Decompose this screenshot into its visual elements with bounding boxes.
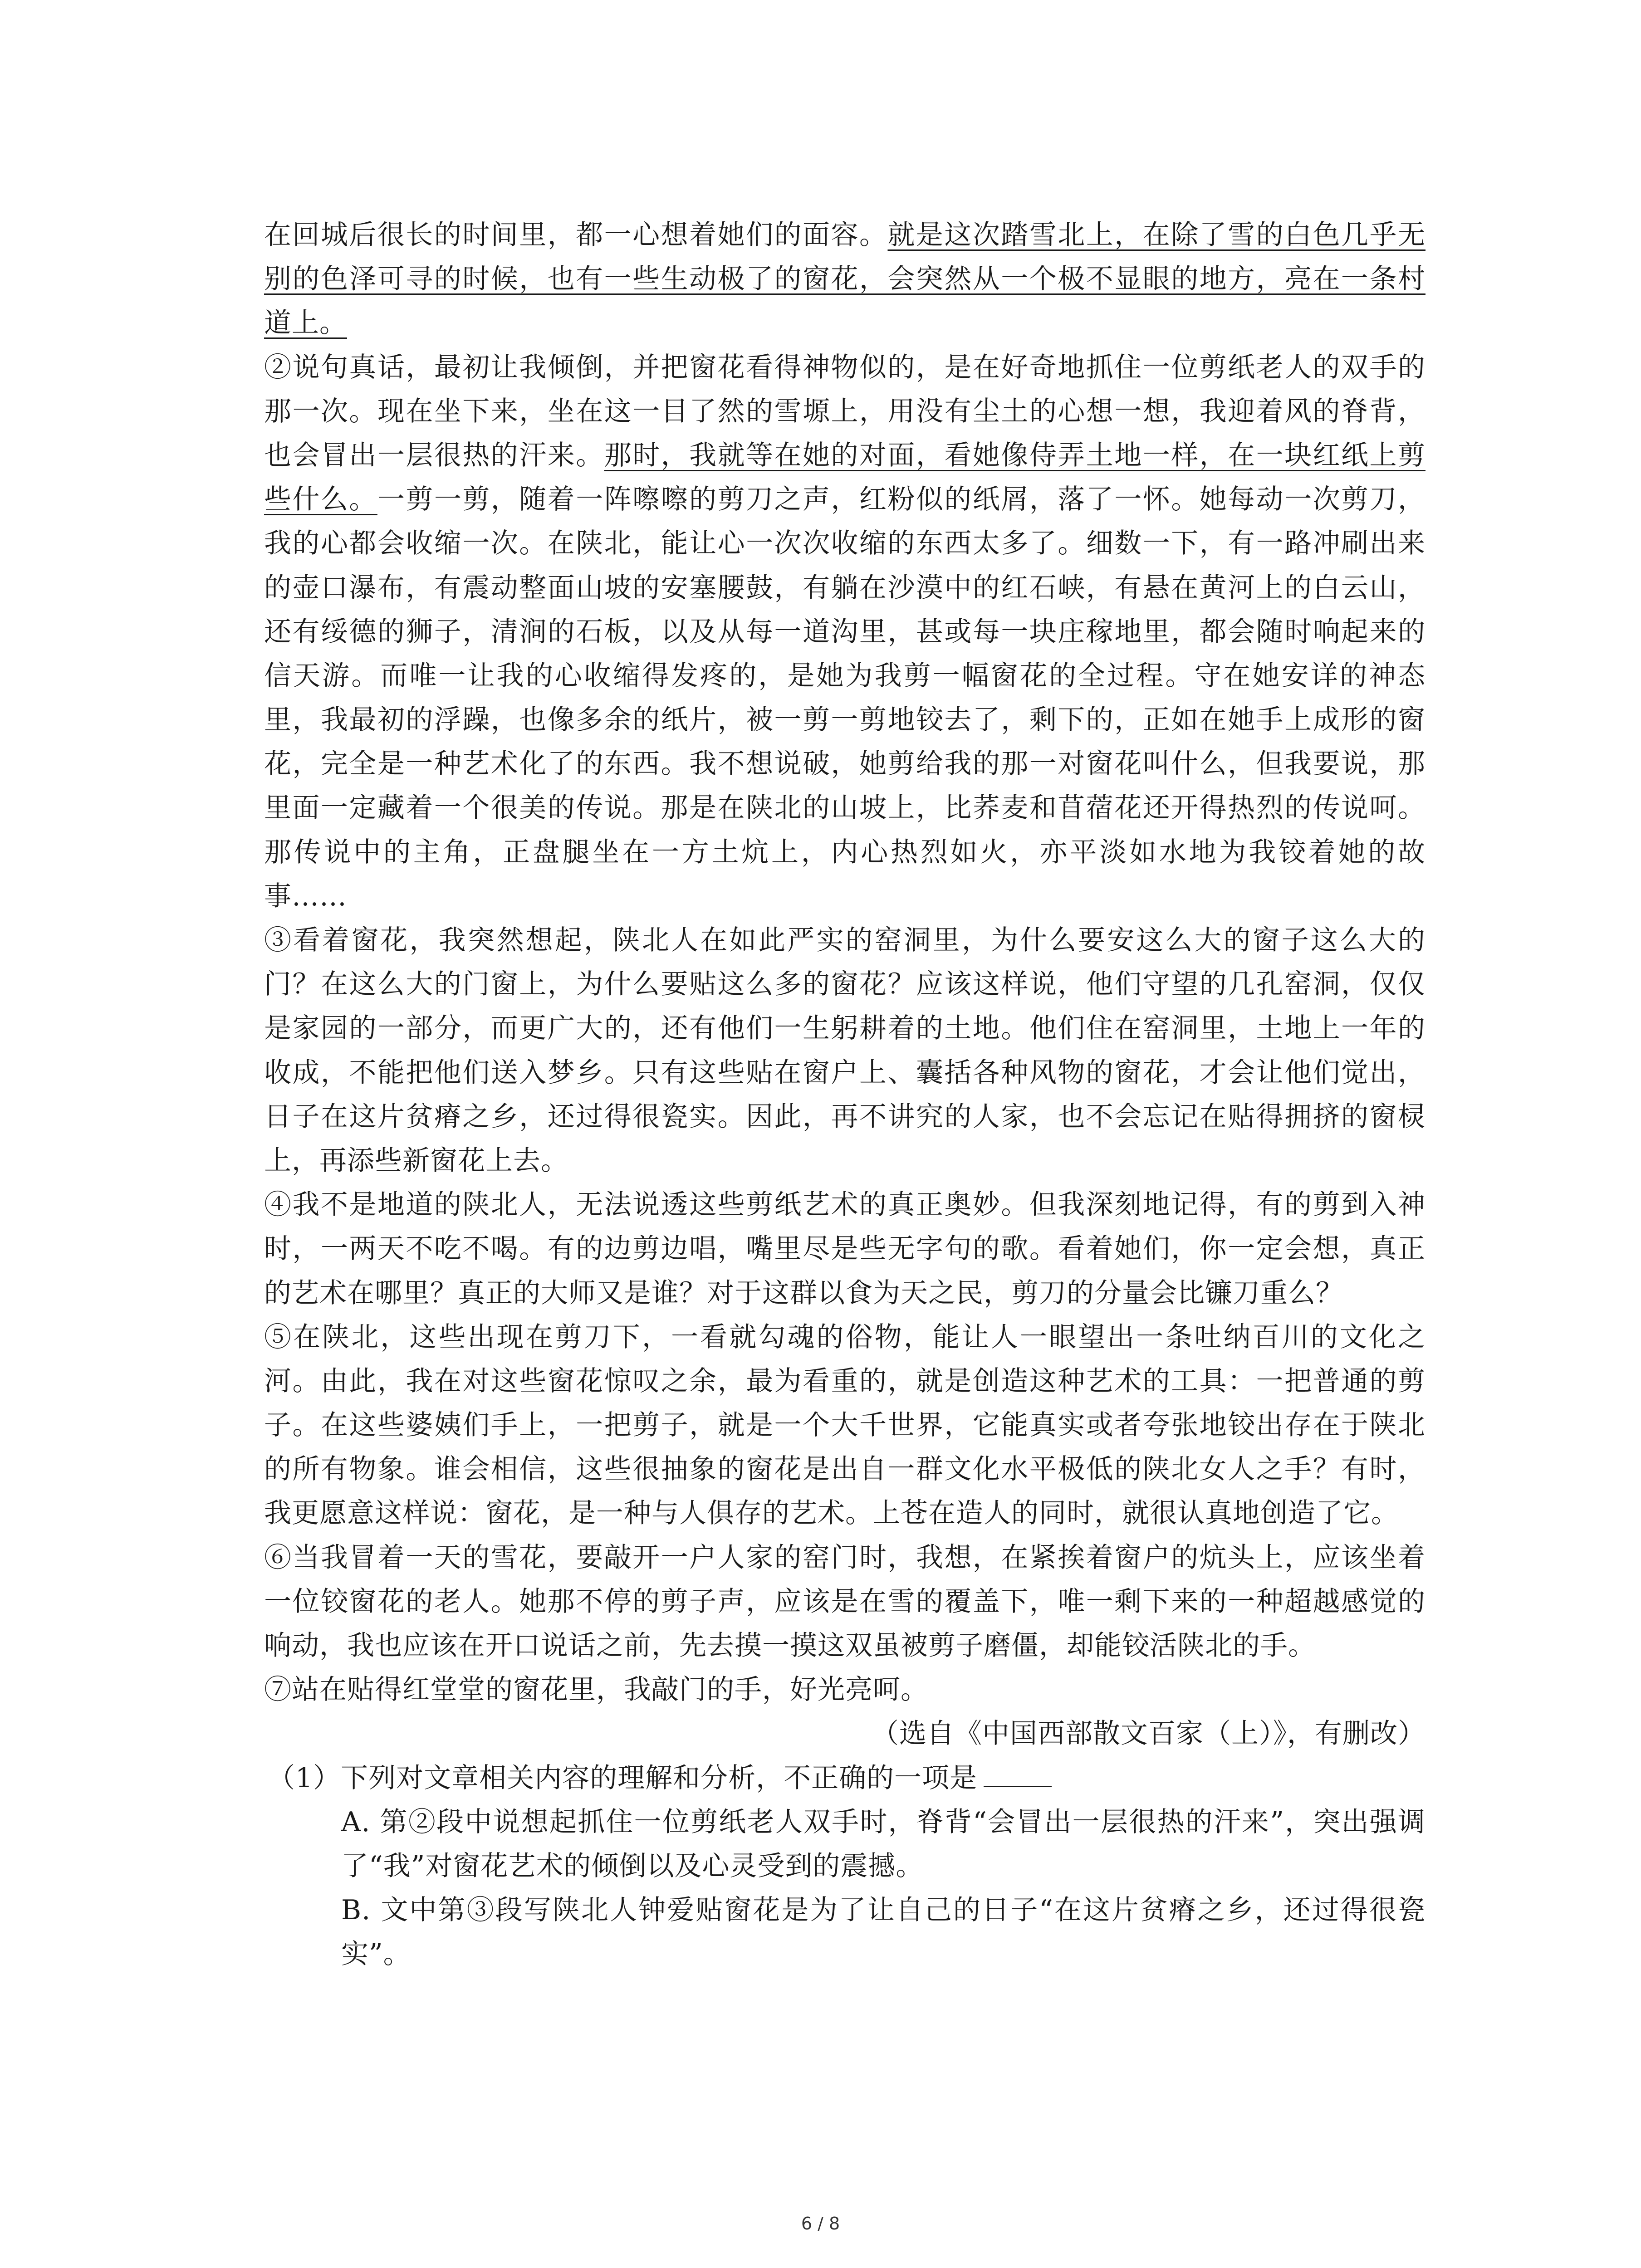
- option-a: A. 第②段中说想起抓住一位剪纸老人双手时，脊背“会冒出一层很热的汗来”，突出强调了“我”对窗花艺术的倾倒以及心灵受到的震撼。: [341, 1806, 1425, 1882]
- p2-underlined-sentence: 那时，我就等在她的对面，看她像侍弄土地一样，在一块红纸上剪些什么。: [264, 439, 1426, 516]
- paragraph-5: ⑤在陕北，这些出现在剪刀下，一看就勾魂的俗物，能让人一眼望出一条吐纳百川的文化之河。由此，我在对这些窗花惊叹之余，最为看重的，就是创造这种艺术的工具：一把普通的剪子。在这些婆姨们手上，一把剪子，就是一个大千世界，它能真实或者夸张地铰出存在于陕北的所有物象。谁会相信，这些很抽象的窗花是出自一群文化水平极低的陕北女人之手？有时，我更愿意这样说：窗花，是一种与人俱存的艺术。上苍在造人的同时，就很认真地创造了它。: [264, 1321, 1425, 1530]
- p2-text-start: ②说句真话，最初让我倾倒，并把窗花看得神物似的，是在好奇地抓住一位剪纸老人的双手的那一次。现在坐下来，坐在这一目了然的雪塬上，用没有尘土的心想一想，我迎着风的脊背，也会冒出一层很热的汗来。: [264, 351, 1425, 471]
- paragraph-3: ③看着窗花，我突然想起，陕北人在如此严实的窑洞里，为什么要安这么大的窗子这么大的门？在这么大的门窗上，为什么要贴这么多的窗花？应该这样说，他们守望的几孔窑洞，仅仅是家园的一部分，而更广大的，还有他们一生躬耕着的土地。他们住在窑洞里，土地上一年的收成，不能把他们送入梦乡。只有这些贴在窗户上、囊括各种风物的窗花，才会让他们觉出，日子在这片贫瘠之乡，还过得很瓷实。因此，再不讲究的人家，也不会忘记在贴得拥挤的窗棂上，再添些新窗花上去。: [264, 924, 1425, 1177]
- intro-underlined-sentence: 就是这次踏雪北上，在除了雪的白色几乎无别的色泽可寻的时候，也有一些生动极了的窗花，会突然从一个极不显眼的地方，亮在一条村道上。: [264, 219, 1426, 339]
- p2-text-end: 一剪一剪，随着一阵嚓嚓的剪刀之声，红粉似的纸屑，落了一怀。她每动一次剪刀，我的心都会收缩一次。在陕北，能让心一次次收缩的东西太多了。细数一下，有一路冲刷出来的壶口瀑布，有震动整面山坡的安塞腰鼓，有躺在沙漠中的红石峡，有悬在黄河上的白云山，还有绥德的狮子，清涧的石板，以及从每一道沟里，甚或每一块庄稼地里，都会随时响起来的信天游。而唯一让我的心收缩得发疼的，是她为我剪一幅窗花的全过程。守在她安详的神态里，我最初的浮躁，也像多余的纸片，被一剪一剪地铰去了，剩下的，正如在她手上成形的窗花，完全是一种艺术化了的东西。我不想说破，她剪给我的那一对窗花叫什么，但我要说，那里面一定藏着一个很美的传说。那是在陕北的山坡上，比荞麦和苜蓿花还开得热烈的传说呵。那传说中的主角，正盘腿坐在一方土炕上，内心热烈如火，亦平淡如水地为我铰着她的故事……: [264, 484, 1426, 912]
- paragraph-6: ⑥当我冒着一天的雪花，要敲开一户人家的窑门时，我想，在紧挨着窗户的炕头上，应该坐着一位铰窗花的老人。她那不停的剪子声，应该是在雪的覆盖下，唯一剩下来的一种超越感觉的响动，我也应该在开口说话之前，先去摸一摸这双虽被剪子磨僵，却能铰活陕北的手。: [264, 1541, 1425, 1662]
- paragraph-7: ⑦站在贴得红堂堂的窗花里，我敲门的手，好光亮呵。: [264, 1674, 928, 1706]
- paragraph-4: ④我不是地道的陕北人，无法说透这些剪纸艺术的真正奥妙。但我深刻地记得，有的剪到入神时，一两天不吃不喝。有的边剪边唱，嘴里尽是些无字句的歌。看着她们，你一定会想，真正的艺术在哪里？真正的大师又是谁？对于这群以食为天之民，剪刀的分量会比镰刀重么？: [264, 1189, 1425, 1309]
- paragraph-2: [264, 346, 1425, 919]
- question-stem-text: （1）下列对文章相关内容的理解和分析，不正确的一项是: [268, 1762, 978, 1794]
- page-number: 6 / 8: [801, 2214, 840, 2234]
- answer-blank[interactable]: [984, 1759, 1052, 1787]
- article-body: [264, 213, 1425, 1977]
- article-source: （选自《中国西部散文百家（上）》，有删改）: [872, 1718, 1425, 1750]
- paragraph-intro: [264, 213, 1425, 346]
- question-stem: [264, 1756, 1425, 1800]
- intro-text: 在回城后很长的时间里，都一心想着她们的面容。: [264, 219, 888, 251]
- option-b: B. 文中第③段写陕北人钟爱贴窗花是为了让自己的日子“在这片贫瘠之乡，还过得很瓷实”。: [341, 1894, 1425, 1970]
